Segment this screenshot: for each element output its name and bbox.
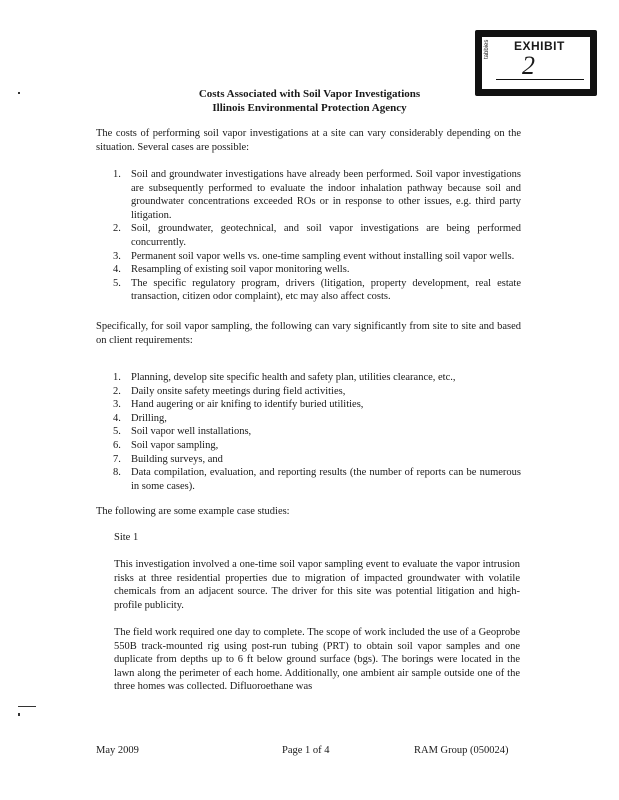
list-item: 2. Soil, groundwater, geotechnical, and soil vapor investigations are being performed concurrently.: [113, 223, 521, 248]
exhibit-number: 2: [522, 51, 535, 80]
list-item: 1. Planning, develop site specific health and safety plan, utilities clearance, etc.,: [113, 372, 456, 383]
intro-paragraph: The costs of performing soil vapor investigations at a site can vary considerably depending on the situation. Several cases are possible:: [96, 128, 521, 153]
list-item: 2. Daily onsite safety meetings during field activities,: [113, 385, 346, 397]
scan-mark: [18, 706, 36, 707]
footer-date: May 2009: [96, 745, 139, 756]
list-item: 5. The specific regulatory program, drivers (litigation, property development, real estate transaction, citizen odor complaint), etc may also affect costs.: [113, 277, 521, 303]
site-1-paragraph-1: This investigation involved a one-time soil vapor sampling event to evaluate the vapor intrusion risks at three residential properties due to migration of impacted groundwater with volatile chemicals from an adjacent source. The driver for this site was potential litigation and high-profile publicity.: [114, 559, 520, 611]
site-1-heading: Site 1: [114, 532, 139, 543]
cases-list: [113, 168, 521, 304]
list-item: 5. Soil vapor well installations,: [113, 426, 252, 438]
list-item: 4. Resampling of existing soil vapor monitoring wells.: [113, 264, 350, 276]
scan-speck: [18, 713, 20, 716]
footer-company: RAM Group (050024): [414, 745, 509, 756]
document-title: [0, 87, 619, 115]
list-item: 7. Building surveys, and: [113, 453, 223, 465]
title-line-2: Illinois Environmental Protection Agency: [212, 102, 407, 114]
tasks-list: [113, 371, 521, 493]
list-item: 3. Permanent soil vapor wells vs. one-time sampling event without installing soil vapor wells.: [113, 250, 515, 262]
list-item: 6. Soil vapor sampling,: [113, 439, 219, 451]
specifically-paragraph: Specifically, for soil vapor sampling, the following can vary significantly from site to site and based on client requirements:: [96, 321, 521, 346]
footer-page-number: Page 1 of 4: [282, 745, 330, 756]
exhibit-side-text: tabbies: [484, 39, 490, 59]
case-studies-intro: The following are some example case studies:: [96, 506, 290, 517]
list-item: 4. Drilling,: [113, 412, 167, 424]
title-line-1: Costs Associated with Soil Vapor Investigations: [198, 88, 421, 100]
site-1-paragraph-2: The field work required one day to complete. The scope of work included the use of a Geoprobe 550B track-mounted rig using post-run tubing (PRT) to obtain soil vapor samples and one duplicate from depths up to 6 ft below ground surface (bgs). The borings were located in the lawn along the perimeter of each home. Additionally, one ambient air sample outside one of the three homes was collected. Difluoroethane was: [114, 627, 520, 693]
list-item: 8. Data compilation, evaluation, and reporting results (the number of reports can be numerous in some cases).: [113, 467, 521, 492]
exhibit-underline: [496, 79, 584, 80]
list-item: 1. Soil and groundwater investigations have already been performed. Soil vapor investigations are subsequently performed to evaluate the indoor inhalation pathway because soil and groundwater concentrations exceeded ROs or in response to other issues, e.g. third party litigation.: [113, 169, 521, 221]
list-item: 3. Hand augering or air knifing to identify buried utilities,: [113, 399, 364, 411]
exhibit-label: EXHIBIT: [514, 39, 565, 53]
